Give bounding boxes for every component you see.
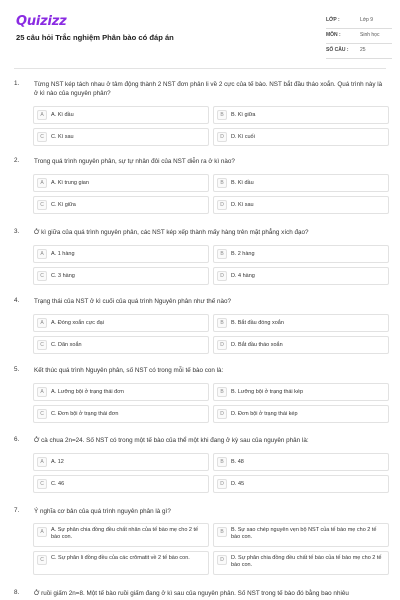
option-letter: B xyxy=(217,249,227,259)
quizizz-logo[interactable]: Quizizz xyxy=(16,14,67,29)
option-letter: A xyxy=(37,527,47,537)
option-letter: D xyxy=(217,479,227,489)
option-text: D. Đơn bội ở trạng thái kép xyxy=(231,411,298,417)
option-letter: A xyxy=(37,318,47,328)
option-d[interactable] xyxy=(213,551,389,575)
option-c[interactable] xyxy=(33,128,209,146)
option-letter: A xyxy=(37,178,47,188)
option-a[interactable] xyxy=(33,453,209,471)
option-text: B. Sự sao chép nguyên vẹn bộ NST của tế bào mẹ cho 2 tế bào con. xyxy=(231,527,377,540)
worksheet-title: 25 câu hỏi Trắc nghiệm Phân bào có đáp án xyxy=(16,33,174,42)
question-number: 2. xyxy=(14,157,20,164)
header-divider xyxy=(14,68,386,69)
option-text: A. 12 xyxy=(51,459,64,465)
question-text: Trạng thái của NST ở kì cuối của quá trình Nguyên phân như thế nào? xyxy=(34,298,232,305)
option-letter: C xyxy=(37,479,47,489)
option-text: B. 2 hàng xyxy=(231,251,255,257)
option-d[interactable] xyxy=(213,336,389,354)
option-text: A. Sự phân chia đồng đều chất nhân của tế bào mẹ cho 2 tế bào con. xyxy=(51,527,199,540)
meta-count-value: 25 xyxy=(360,47,366,53)
option-b[interactable] xyxy=(213,383,389,401)
option-d[interactable] xyxy=(213,196,389,214)
option-text: A. Lưỡng bội ở trạng thái đơn xyxy=(51,389,124,395)
option-text: B. 48 xyxy=(231,459,244,465)
question-text: Trong quá trình nguyên phân, sự tự nhân đôi của NST diễn ra ở kì nào? xyxy=(34,158,235,165)
option-letter: D xyxy=(217,200,227,210)
option-d[interactable] xyxy=(213,128,389,146)
option-letter: C xyxy=(37,340,47,350)
option-letter: B xyxy=(217,387,227,397)
question-text: Ở cà chua 2n=24. Số NST có trong một tế bào của thể một khi đang ở kỳ sau của nguyên phân là: xyxy=(34,437,309,444)
option-a[interactable] xyxy=(33,523,209,547)
option-letter: B xyxy=(217,178,227,188)
option-letter: C xyxy=(37,200,47,210)
option-text: C. Sự phân li đồng đều của các crômatit về 2 tế bào con. xyxy=(51,555,190,561)
option-text: D. Kì cuối xyxy=(231,134,255,140)
option-letter: A xyxy=(37,457,47,467)
option-text: C. Đơn bội ở trạng thái đơn xyxy=(51,411,119,417)
option-letter: C xyxy=(37,555,47,565)
option-text: C. 46 xyxy=(51,481,65,487)
option-letter: C xyxy=(37,409,47,419)
option-a[interactable] xyxy=(33,174,209,192)
option-letter: D xyxy=(217,271,227,281)
meta-grade-value: Lớp 9 xyxy=(360,17,374,23)
question-text: Ở ruồi giấm 2n=8. Một tế bào ruồi giấm đang ở kì sau của nguyên phân. Số NST trong tế bào đó bằng bao nhiêu xyxy=(34,590,349,597)
option-text: A. Kì đầu xyxy=(51,112,74,118)
question-text: Kết thúc quá trình Nguyên phân, số NST có trong mỗi tế bào con là: xyxy=(34,367,224,374)
question-number: 1. xyxy=(14,80,20,87)
option-text: D. Kì sau xyxy=(231,202,254,208)
option-b[interactable] xyxy=(213,314,389,332)
option-letter: A xyxy=(37,249,47,259)
meta-count xyxy=(326,44,392,59)
option-text: C. Kì sau xyxy=(51,134,74,140)
question-text: Ý nghĩa cơ bản của quá trình nguyên phân là gì? xyxy=(34,508,171,515)
option-a[interactable] xyxy=(33,314,209,332)
option-c[interactable] xyxy=(33,405,209,423)
option-letter: C xyxy=(37,132,47,142)
option-b[interactable] xyxy=(213,106,389,124)
option-letter: D xyxy=(217,409,227,419)
meta-grade-label: LỚP : xyxy=(326,17,340,23)
meta-subject-label: MÔN : xyxy=(326,32,341,38)
question-number: 8. xyxy=(14,589,20,596)
option-text: A. 1 hàng xyxy=(51,251,75,257)
option-d[interactable] xyxy=(213,267,389,285)
worksheet-meta xyxy=(326,14,392,59)
meta-subject xyxy=(326,29,392,44)
option-text: A. Đóng xoắn cực đại xyxy=(51,320,104,326)
option-text: B. Bắt đầu đóng xoắn xyxy=(231,320,284,326)
question-number: 4. xyxy=(14,297,20,304)
option-letter: B xyxy=(217,110,227,120)
question-text: Ở kì giữa của quá trình nguyên phân, các NST kép xếp thành mấy hàng trên mặt phẳng xích đạo? xyxy=(34,229,309,236)
option-text: C. 3 hàng xyxy=(51,273,75,279)
question-text: Từng NST kép tách nhau ở tâm động thành 2 NST đơn phân li về 2 cực của tế bào. NST bắt đầu tháo xoắn. Quá trình này là ở kì nào của nguyên phân? xyxy=(34,81,383,97)
option-letter: C xyxy=(37,271,47,281)
option-d[interactable] xyxy=(213,475,389,493)
option-text: D. 45 xyxy=(231,481,245,487)
option-b[interactable] xyxy=(213,174,389,192)
option-c[interactable] xyxy=(33,196,209,214)
option-text: B. Kì đầu xyxy=(231,180,254,186)
option-letter: D xyxy=(217,340,227,350)
option-letter: D xyxy=(217,555,227,565)
question-number: 3. xyxy=(14,228,20,235)
option-a[interactable] xyxy=(33,245,209,263)
option-text: C. Dãn xoắn xyxy=(51,342,82,348)
meta-grade xyxy=(326,14,392,29)
option-letter: B xyxy=(217,318,227,328)
question-number: 7. xyxy=(14,507,20,514)
option-letter: A xyxy=(37,387,47,397)
option-c[interactable] xyxy=(33,551,209,575)
option-c[interactable] xyxy=(33,475,209,493)
option-text: A. Kì trung gian xyxy=(51,180,89,186)
worksheet-header xyxy=(0,0,400,66)
question-number: 6. xyxy=(14,436,20,443)
option-b[interactable] xyxy=(213,453,389,471)
meta-count-label: SỐ CÂU : xyxy=(326,47,349,53)
option-text: D. 4 hàng xyxy=(231,273,255,279)
option-d[interactable] xyxy=(213,405,389,423)
option-text: D. Sự phân chia đồng đều chất tế bào của tế bào mẹ cho 2 tế bào con. xyxy=(231,555,382,568)
option-letter: A xyxy=(37,110,47,120)
option-b[interactable] xyxy=(213,245,389,263)
meta-subject-value: Sinh học xyxy=(360,32,380,38)
question-number: 5. xyxy=(14,366,20,373)
option-letter: D xyxy=(217,132,227,142)
option-text: D. Bắt đầu tháo xoắn xyxy=(231,342,283,348)
option-c[interactable] xyxy=(33,336,209,354)
option-letter: B xyxy=(217,527,227,537)
option-b[interactable] xyxy=(213,523,389,547)
option-a[interactable] xyxy=(33,106,209,124)
option-c[interactable] xyxy=(33,267,209,285)
option-letter: B xyxy=(217,457,227,467)
option-text: B. Kì giữa xyxy=(231,112,256,118)
option-text: B. Lưỡng bội ở trạng thái kép xyxy=(231,389,304,395)
option-text: C. Kì giữa xyxy=(51,202,76,208)
option-a[interactable] xyxy=(33,383,209,401)
